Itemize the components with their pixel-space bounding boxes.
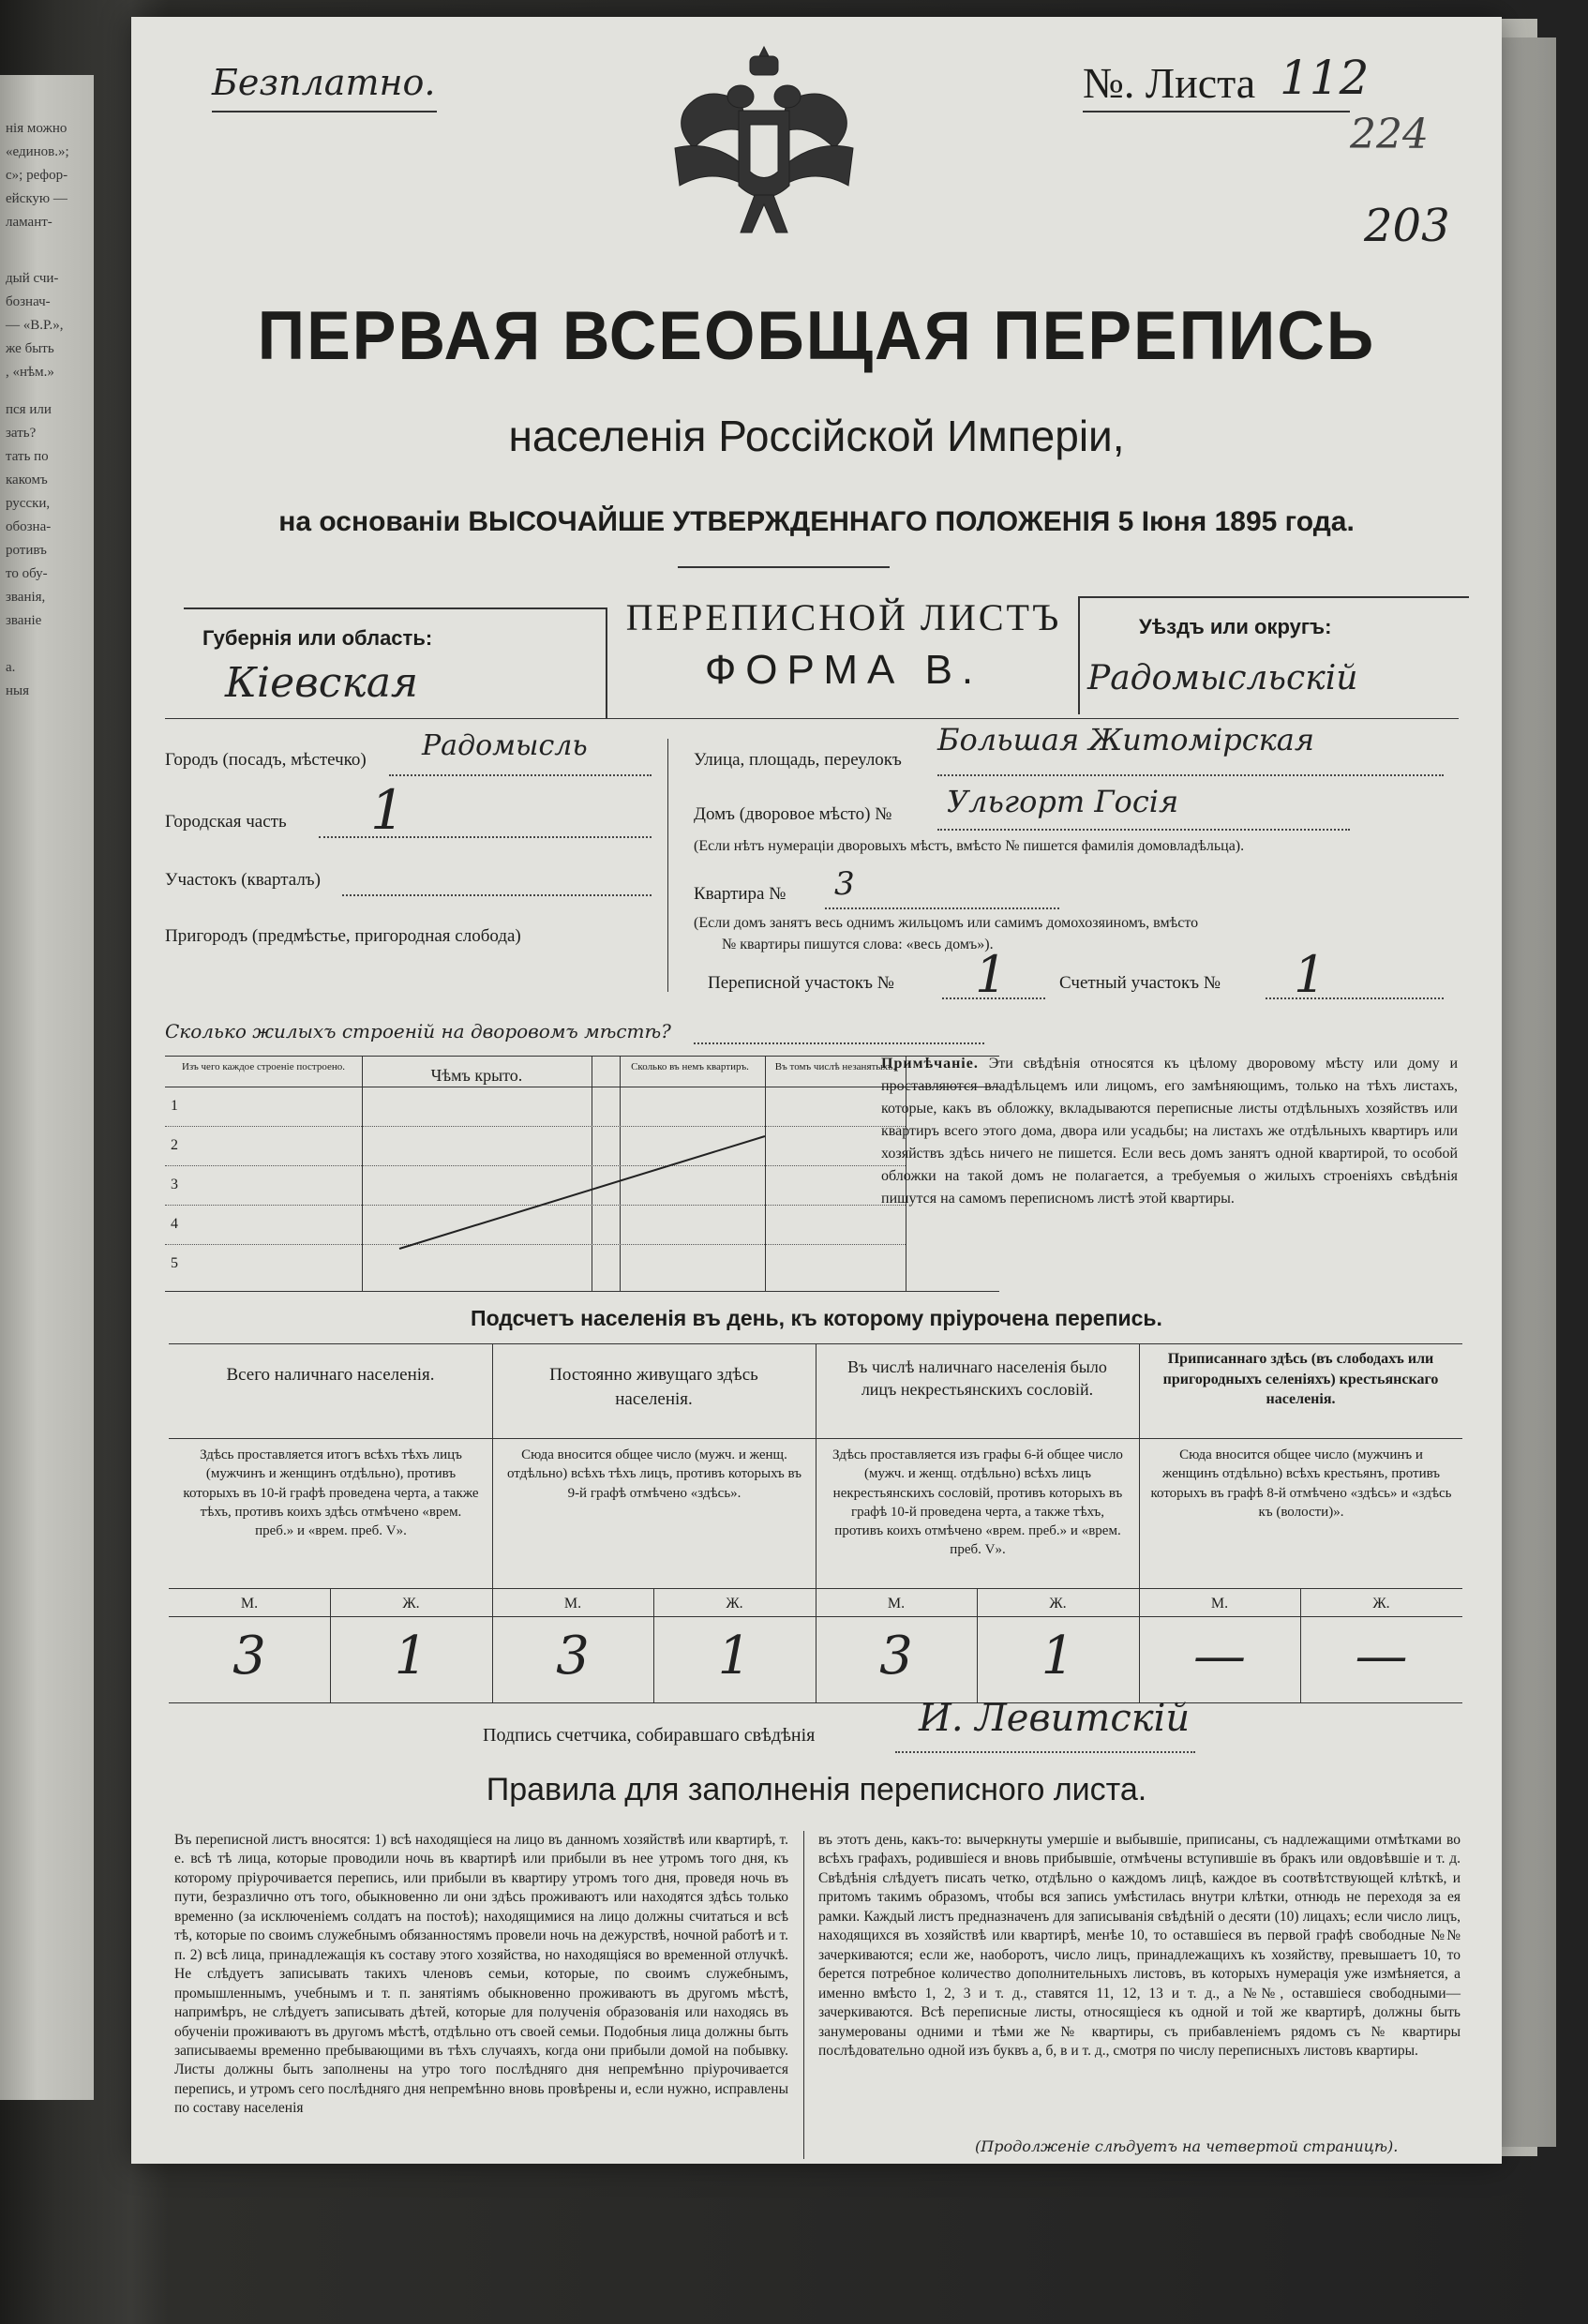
- adjacent-page-text: ныя: [6, 683, 30, 698]
- count-col-3-head: Въ числѣ наличнаго населенія было лицъ некрестьянскихъ сословій.: [847, 1357, 1107, 1400]
- total-male-value: 3: [232, 1626, 266, 1687]
- adjacent-page-text: ейскую —: [6, 191, 67, 206]
- buildings-dots: [694, 1042, 984, 1044]
- guberniya-value: Кіевская: [225, 659, 419, 707]
- apartment-label: Квартира №: [694, 884, 787, 904]
- signature-label: Подпись счетчика, собиравшаго свѣдѣнія: [483, 1725, 816, 1746]
- permanent-female-value: 1: [717, 1626, 752, 1687]
- adjacent-page-text: зать?: [6, 426, 37, 441]
- count-head-rule: [169, 1438, 1462, 1439]
- count-district-dots: [1266, 997, 1444, 999]
- count-mf-rule: [169, 1616, 1462, 1617]
- sheet-number-value: 112: [1280, 51, 1370, 105]
- census-district-dots: [942, 997, 1045, 999]
- buildings-strike-line: [165, 1057, 999, 1291]
- subtitle: населенія Россійской Имперіи,: [508, 412, 1125, 460]
- adjacent-page-text: званіе: [6, 613, 42, 628]
- suburb-label: Пригородъ (предмѣстье, пригородная слобода): [165, 926, 521, 946]
- nonpeasant-male-value: 3: [879, 1626, 913, 1687]
- adjacent-page-text: нія можно: [6, 121, 67, 136]
- main-title: ПЕРВАЯ ВСЕОБЩАЯ ПЕРЕПИСЬ: [257, 297, 1376, 374]
- adjacent-page-text: то обу-: [6, 566, 48, 581]
- peasant-male-value: —: [1193, 1626, 1246, 1687]
- female-label: Ж.: [1049, 1596, 1067, 1612]
- count-col-2-head: Постоянно живущаго здѣсь населенія.: [549, 1365, 758, 1409]
- count-district-label: Счетный участокъ №: [1059, 973, 1221, 993]
- rules-title: Правила для заполненія переписного листа.: [486, 1772, 1147, 1807]
- buildings-col-roof: Чѣмъ крыто.: [430, 1066, 523, 1085]
- count-title: Подсчетъ населенія въ день, къ которому пріурочена перепись.: [471, 1306, 1162, 1330]
- street-value: Большая Житомірская: [937, 722, 1315, 757]
- title-divider: [678, 566, 890, 568]
- count-col-3-body: Здѣсь проставляется изъ графы 6-й общее число (мужч. и женщ. отдѣльно) всѣхъ лицъ некрестьянскихъ сословій, противъ которыхъ въ графѣ 10-й проведена черта, а также тѣхъ, противъ коихъ отмѣчено «врем. преб.» и «врем. преб. V».: [832, 1447, 1123, 1558]
- buildings-row-number: 3: [171, 1177, 178, 1192]
- permanent-male-value: 3: [556, 1626, 590, 1687]
- adjacent-page-text: ротивъ: [6, 543, 47, 558]
- city-value: Радомысль: [422, 729, 588, 762]
- rules-continued: (Продолженіе слѣдуетъ на четвертой страницѣ).: [975, 2137, 1399, 2155]
- female-label: Ж.: [1372, 1596, 1390, 1612]
- male-label: М.: [563, 1596, 582, 1612]
- nonpeasant-female-value: 1: [1041, 1626, 1075, 1687]
- free-underline: [212, 111, 437, 112]
- buildings-row-number: 5: [171, 1255, 178, 1271]
- sheet-number-label: №. Листа: [1083, 59, 1256, 107]
- district-dots: [319, 836, 652, 838]
- legal-basis: на основаніи ВЫСОЧАЙШЕ УТВЕРЖДЕННАГО ПОЛОЖЕНІЯ 5 Іюня 1895 года.: [278, 506, 1355, 537]
- buildings-row-number: 1: [171, 1098, 178, 1114]
- street-dots: [937, 774, 1444, 776]
- adjacent-page-text: , «нѣм.»: [6, 365, 54, 380]
- rules-left-column: Въ переписной листъ вносятся: 1) всѣ находящіеся на лицо въ данномъ хозяйствѣ или квартирѣ, т. е. всѣ тѣ лица, которые проводили ночь въ квартирѣ или прибыли въ нее утромъ того дня, къ которому пріурочивается перепись, или прибыли въ квартиру утромъ того дня, проведя ночь въ пути, безразлично отъ того, обыкновенно ли они здѣсь проживаютъ или находятся здѣсь только временно (за исключеніемъ солдатъ на постоѣ); находящимися на лицо должны считаться и всѣ тѣ, которые по своимъ служебнымъ обязанностямъ провели ночь на дежурствѣ, ночной работѣ и т. п. 2) всѣ лица, принадлежащія къ составу этого хозяйства, но находящіяся во временной отлучкѣ. Не слѣдуетъ записывать такихъ членовъ семьи, которые, по своимъ служебнымъ, промышленнымъ, учебнымъ и т. п. занятіямъ обыкновенно проживаютъ въ другомъ мѣстѣ, напримѣръ, не слѣдуетъ записывать дѣтей, которые для полученія образованія или находясь въ обученіи проживаютъ въ другомъ мѣстѣ, отдѣльно отъ своей семьи. Подобныя лица должны быть записываемы временно пребывающими въ тѣхъ случаяхъ, когда они прибыли домой на побывку. Листы должны быть заполнены на утро того послѣдняго дня непремѣнно пріурочивается перепись, и утромъ сего послѣдняго дня непремѣнно вновь провѣрены и, если нужно, исправлены по составу населенія: [174, 1832, 788, 2117]
- buildings-row-number: 4: [171, 1216, 178, 1232]
- adjacent-page-text: а.: [6, 660, 16, 675]
- adjacent-page-text: званія,: [6, 590, 46, 605]
- signature-value: И. Левитскій: [919, 1697, 1191, 1740]
- free-label: Безплатно.: [212, 62, 436, 103]
- sheet-number-underline: [1083, 111, 1350, 112]
- form-name: ПЕРЕПИСНОЙ ЛИСТЪ: [625, 596, 1062, 638]
- signature-dots: [895, 1751, 1195, 1753]
- adjacent-page-text: ламант-: [6, 215, 52, 230]
- buildings-row-number: 2: [171, 1137, 178, 1153]
- apartment-note-2: № квартиры пишутся слова: «весь домъ»).: [722, 937, 994, 952]
- address-divider: [667, 739, 668, 992]
- count-body-rule: [169, 1588, 1462, 1589]
- imperial-eagle-emblem: [666, 45, 862, 251]
- quarter-label: Участокъ (кварталъ): [165, 870, 321, 890]
- male-label: М.: [1210, 1596, 1229, 1612]
- female-label: Ж.: [726, 1596, 743, 1612]
- peasant-female-value: —: [1355, 1626, 1408, 1687]
- note-text: Эти свѣдѣнія относятся къ цѣлому дворовому мѣсту или дому и проставляются владѣльцемъ или лицомъ, его замѣняющимъ, только на тѣхъ листахъ, которые, какъ въ обложку, вкладываются переписные листы отдѣльныхъ хозяйствъ или квартиръ всего этого дома, двора или усадьбы; на листахъ же отдѣльныхъ квартиръ или хозяйствъ здѣсь ничего не пишется. Если весь домъ занятъ одной квартирой, то особой обложки на такой домъ не полагается, а требуемыя о жилыхъ строеніяхъ свѣдѣнія пишутся на самомъ переписномъ листѣ этой квартиры.: [881, 1056, 1459, 1207]
- house-note: (Если нѣтъ нумераціи дворовыхъ мѣстъ, вмѣсто № пишется фамилія домовладѣльца).: [694, 838, 1245, 854]
- count-table: [169, 1343, 1462, 1703]
- rules-divider: [803, 1831, 804, 2159]
- adjacent-page-text: «единов.»;: [6, 144, 69, 159]
- buildings-col-vacant: Въ томъ числѣ незанятыхъ.: [774, 1061, 896, 1072]
- house-label: Домъ (дворовое мѣсто) №: [694, 804, 892, 824]
- adjacent-page-text: дый счи-: [6, 271, 59, 286]
- census-sheet: [131, 17, 1502, 2164]
- address-top-rule: [165, 718, 1459, 719]
- male-label: М.: [240, 1596, 259, 1612]
- note-heading: Примѣчаніе.: [881, 1056, 979, 1072]
- census-district-value: 1: [975, 945, 1008, 1004]
- buildings-table: [165, 1056, 999, 1292]
- adjacent-page-text: какомъ: [6, 472, 48, 487]
- adjacent-page-text: русски,: [6, 496, 51, 511]
- adjacent-page-text: тать по: [6, 449, 49, 464]
- total-female-value: 1: [394, 1626, 428, 1687]
- street-label: Улица, площадь, переулокъ: [694, 750, 902, 770]
- adjacent-page-text: пся или: [6, 402, 52, 417]
- house-value: Ульгорт Госія: [947, 784, 1179, 819]
- count-col-4-head: Приписаннаго здѣсь (въ слободахъ или пригородныхъ селеніяхъ) крестьянскаго населенія.: [1162, 1351, 1439, 1408]
- count-col-1-head: Всего наличнаго населенія.: [226, 1365, 435, 1385]
- house-dots: [937, 829, 1350, 831]
- corner-number-2: 203: [1364, 200, 1450, 252]
- buildings-question: Сколько жилыхъ строеній на дворовомъ мѣстѣ?: [165, 1020, 671, 1042]
- male-label: М.: [887, 1596, 906, 1612]
- buildings-col-material: Изъ чего каждое строеніе построено.: [181, 1061, 346, 1072]
- adjacent-page-text: с»; рефор-: [6, 168, 68, 183]
- uezd-value: Радомысльскій: [1087, 659, 1358, 697]
- count-col-2-body: Сюда вносится общее число (мужч. и женщ. отдѣльно) всѣхъ тѣхъ лицъ, противъ которыхъ въ 9-й графѣ отмѣчено «здѣсь».: [507, 1447, 801, 1501]
- census-district-label: Переписной участокъ №: [708, 973, 894, 993]
- adjacent-page-text: — «В.Р.»,: [6, 318, 64, 333]
- district-label: Городская часть: [165, 812, 287, 832]
- count-col-1-body: Здѣсь проставляется итогъ всѣхъ тѣхъ лицъ (мужчинъ и женщинъ отдѣльно), противъ которыхъ въ 10-й графѣ проведена черта, а также тѣхъ, противъ коихъ здѣсь отмѣчено «врем. преб.» и «врем. преб. V».: [183, 1447, 479, 1538]
- apartment-value: 3: [834, 865, 855, 903]
- adjacent-page-strip: [0, 75, 94, 2100]
- adjacent-page-text: обозна-: [6, 519, 52, 534]
- note-block: [881, 1053, 1458, 1210]
- city-label: Городъ (посадъ, мѣстечко): [165, 750, 367, 770]
- city-dots: [389, 774, 652, 776]
- adjacent-page-text: бознач-: [6, 294, 51, 309]
- count-district-value: 1: [1294, 945, 1326, 1004]
- count-col-4-body: Сюда вносится общее число (мужчинъ и женщинъ отдѣльно) всѣхъ крестьянъ, противъ которыхъ въ графѣ 8-й отмѣчено «здѣсь» и «здѣсь къ (волости)».: [1150, 1447, 1452, 1520]
- uezd-label: Уѣздъ или округъ:: [1139, 615, 1332, 638]
- apartment-note-1: (Если домъ занятъ весь однимъ жильцомъ или самимъ домохозяиномъ, вмѣсто: [694, 915, 1199, 931]
- corner-number-1: 224: [1350, 111, 1429, 158]
- adjacent-page-text: же быть: [6, 341, 54, 356]
- district-value: 1: [370, 778, 405, 842]
- buildings-col-apartments: Сколько въ немъ квартиръ.: [631, 1061, 749, 1072]
- rules-right-column: въ этотъ день, какъ-то: вычеркнуты умершіе и выбывшіе, приписаны, съ надлежащими отмѣтками во всѣхъ графахъ, родившіеся и вновь прибывшіе, отмѣчены вступившіе въ бракъ или овдовѣвшіе и т. д. Свѣдѣнія слѣдуетъ писать четко, отдѣльно о каждомъ лицѣ, каждое въ соотвѣтствующей клѣткѣ, и притомъ такимъ образомъ, чтобы вся запись умѣстилась внутри клѣтки, отнюдь не переходя за ея рамки. Каждый листъ предназначенъ для записыванія свѣдѣній о десяти (10) лицахъ; если число лицъ, находящихся въ хозяйствѣ или квартирѣ, менѣе 10, то оставшіеся въ первой графѣ свободные №№ зачеркиваются; если же, наоборотъ, число лицъ, принадлежащихъ къ хозяйству, превышаетъ 10, то берется потребное количество дополнительныхъ листовъ, въ которыхъ нумерація уже измѣняется, а именно вмѣсто 1, 2, 3 и т. д., ставятся 11, 12, 13 и т. д., а №№, оставшіеся свободными—зачеркиваются. Всѣ переписные листы, относящіеся къ одной и той же квартирѣ, должны быть занумерованы одними и тѣми же № квартиры, съ прибавленіемъ рядомъ съ № квартиры послѣдовательно одной изъ буквъ а, б, в и т. д., смотря по числу переписныхъ листовъ квартиры.: [818, 1832, 1461, 2059]
- form-type: ФОРМА В.: [704, 647, 983, 693]
- female-label: Ж.: [402, 1596, 420, 1612]
- guberniya-label: Губернія или область:: [202, 626, 433, 650]
- apartment-dots: [825, 907, 1059, 909]
- quarter-dots: [342, 894, 652, 896]
